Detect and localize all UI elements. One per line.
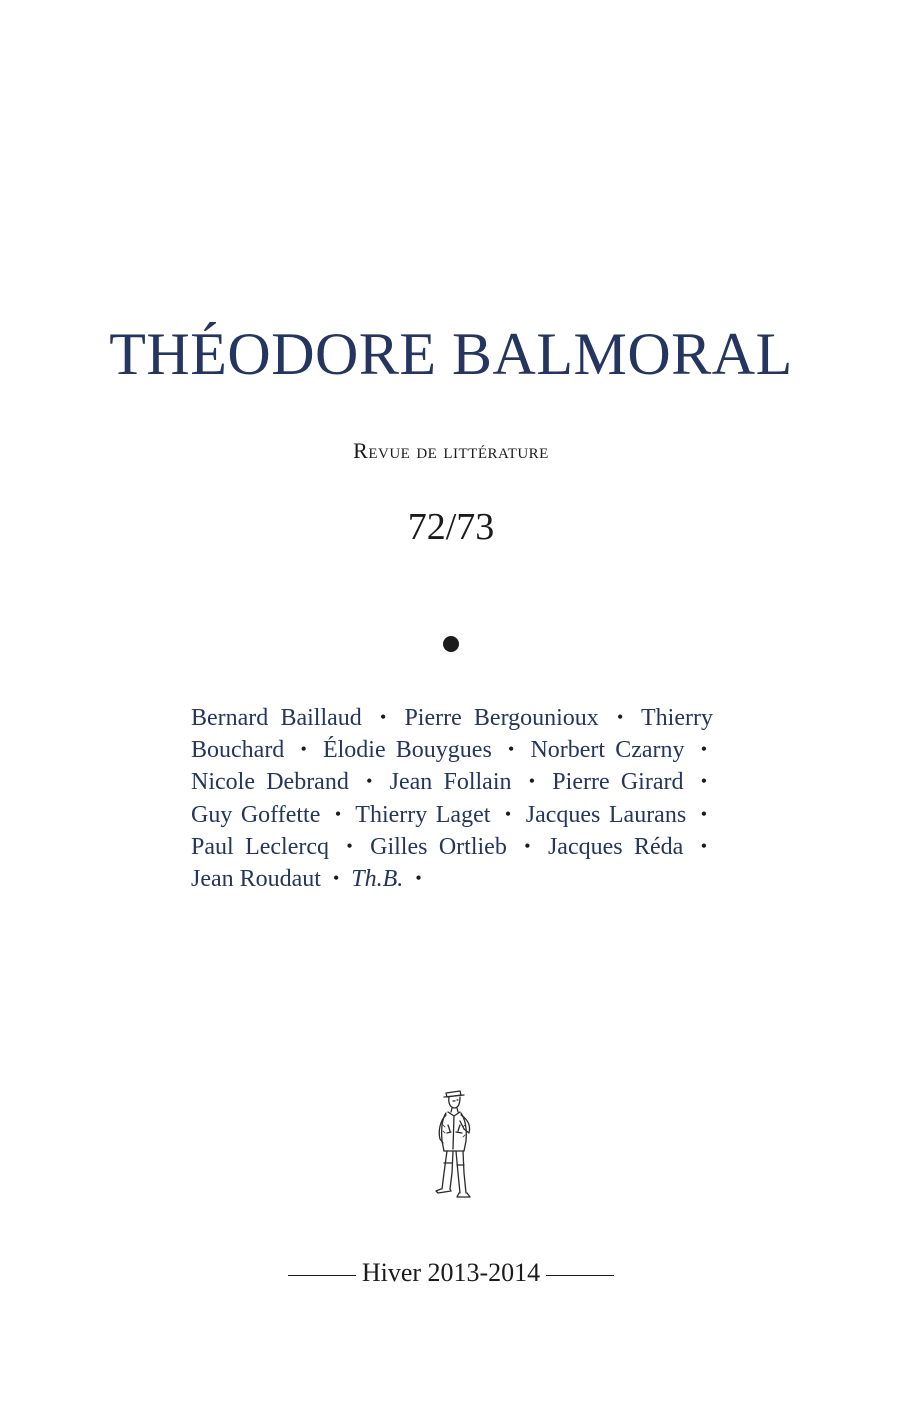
author-separator: • (528, 771, 536, 792)
author-name: Jacques Réda (547, 833, 684, 860)
author-name: Nicole Debrand (191, 769, 349, 796)
author-separator: • (616, 707, 624, 727)
author-name: Jean Follain (389, 769, 512, 796)
author-separator: • (507, 739, 515, 760)
author-name: Th.B. (351, 866, 404, 893)
author-separator: • (332, 868, 340, 889)
author-separator: • (700, 803, 708, 824)
author-separator: • (300, 739, 307, 760)
author-separator: • (700, 771, 708, 792)
season-text: Hiver 2013-2014 (361, 1258, 541, 1287)
author-separator: • (524, 835, 531, 856)
author-name: Jean Roudaut (191, 866, 321, 893)
author-name: Gilles Ortlieb (370, 833, 507, 860)
author-separator: • (334, 803, 342, 824)
rule-left (288, 1275, 356, 1276)
author-separator: • (366, 771, 373, 792)
author-name: Jacques Laurans (525, 801, 687, 828)
author-separator: • (700, 739, 708, 760)
author-name: Pierre Girard (552, 769, 684, 796)
author-name: Thierry Laget (355, 801, 491, 828)
issue-number: 72/73 (407, 506, 495, 548)
walking-man-sketch-icon (422, 1085, 482, 1205)
author-separator: • (346, 835, 353, 856)
author-name: Pierre Bergounioux (404, 705, 599, 731)
author-separator: • (379, 707, 387, 727)
journal-subtitle: Revue de littérature (353, 438, 549, 463)
author-separator: • (415, 868, 422, 889)
author-separator: • (700, 835, 708, 856)
author-name: Bernard Baillaud (191, 705, 362, 731)
rule-right (546, 1275, 614, 1276)
author-name: Thierry Bouchard (191, 705, 713, 764)
author-name: Guy Goffette (191, 801, 321, 828)
journal-title: THÉODORE BALMORAL (109, 321, 793, 387)
bullet-ornament (443, 636, 459, 652)
author-name: Paul Leclercq (191, 833, 329, 860)
author-list (191, 703, 713, 896)
author-separator: • (504, 803, 512, 824)
author-name: Norbert Czarny (530, 737, 685, 764)
season-line (0, 1256, 902, 1290)
author-name: Élodie Bouygues (322, 737, 492, 764)
